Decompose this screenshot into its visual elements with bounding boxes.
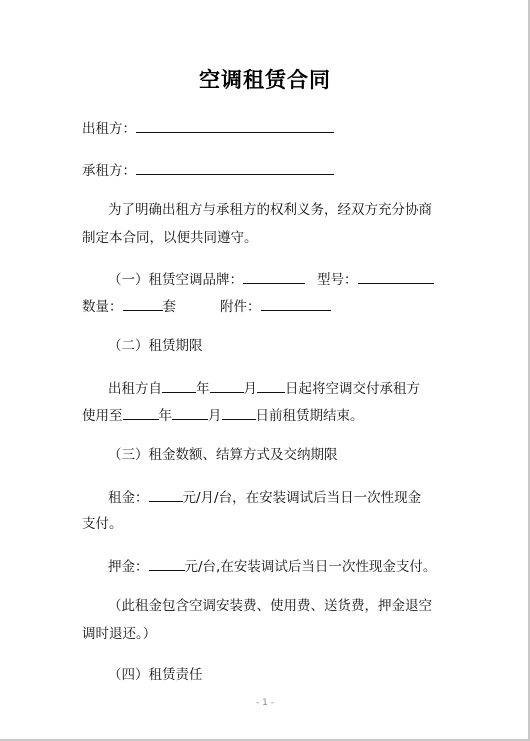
rent-blank[interactable] — [149, 487, 183, 502]
note-line-2: 调时退还。） — [82, 626, 157, 642]
note-line-1: （此租金包含空调安装费、使用费、送货费，押金退空 — [108, 598, 432, 614]
quantity-unit: 套 — [162, 299, 176, 315]
end-year-label: 年 — [158, 408, 172, 424]
deposit-text: 元/台,在安装调试后当日一次性现金支付。 — [184, 559, 437, 575]
rent-text: 元/月/台，在安装调试后当日一次性现金 — [182, 490, 422, 506]
model-blank[interactable] — [358, 269, 434, 284]
deposit-blank[interactable] — [149, 556, 185, 571]
lessor-blank[interactable] — [136, 118, 334, 133]
start-month-blank[interactable] — [210, 378, 244, 393]
page-number: - 1 - — [256, 698, 274, 708]
accessory-label: 附件： — [220, 299, 261, 315]
end-year-blank[interactable] — [123, 405, 159, 420]
end-day-blank[interactable] — [222, 405, 256, 420]
section-4-heading: （四）租赁责任 — [108, 667, 203, 683]
rent-line-1 — [108, 487, 421, 507]
deposit-line — [108, 556, 436, 576]
section-1-line-1 — [108, 269, 434, 289]
document-title: 空调租赁合同 — [199, 67, 331, 92]
lessee-blank[interactable] — [136, 160, 334, 175]
period-start-end: 日起将空调交付承租方 — [285, 381, 420, 397]
rent-line-2: 支付。 — [82, 516, 123, 532]
section-2-heading: （二）租赁期限 — [108, 338, 203, 354]
quantity-blank[interactable] — [123, 296, 163, 311]
end-month-label: 月 — [208, 408, 222, 424]
period-end-label: 使用至 — [82, 408, 123, 424]
section-3-heading: （三）租金数额、结算方式及交纳期限 — [108, 447, 338, 463]
lessee-line — [82, 160, 334, 180]
start-year-blank[interactable] — [162, 378, 196, 393]
period-line-1 — [108, 378, 420, 398]
start-year-label: 年 — [196, 381, 210, 397]
start-month-label: 月 — [243, 381, 257, 397]
brand-blank[interactable] — [243, 269, 305, 284]
start-day-blank[interactable] — [257, 378, 285, 393]
lessee-label: 承租方： — [82, 163, 136, 179]
end-month-blank[interactable] — [172, 405, 208, 420]
intro-line-2: 制定本合同，以便共同遵守。 — [82, 230, 258, 246]
brand-label: （一）租赁空调品牌： — [108, 272, 243, 288]
deposit-label: 押金： — [108, 559, 149, 575]
model-label: 型号： — [317, 272, 358, 288]
section-1-line-2 — [82, 296, 331, 316]
period-start-label: 出租方自 — [108, 381, 162, 397]
accessory-blank[interactable] — [261, 296, 331, 311]
rent-label: 租金： — [108, 490, 149, 506]
quantity-label: 数量： — [82, 299, 123, 315]
period-end-text: 日前租赁期结束。 — [255, 408, 364, 424]
lessor-label: 出租方： — [82, 121, 136, 137]
intro-line-1: 为了明确出租方与承租方的权利义务，经双方充分协商 — [108, 202, 432, 218]
period-line-2 — [82, 405, 364, 425]
lessor-line — [82, 118, 334, 138]
